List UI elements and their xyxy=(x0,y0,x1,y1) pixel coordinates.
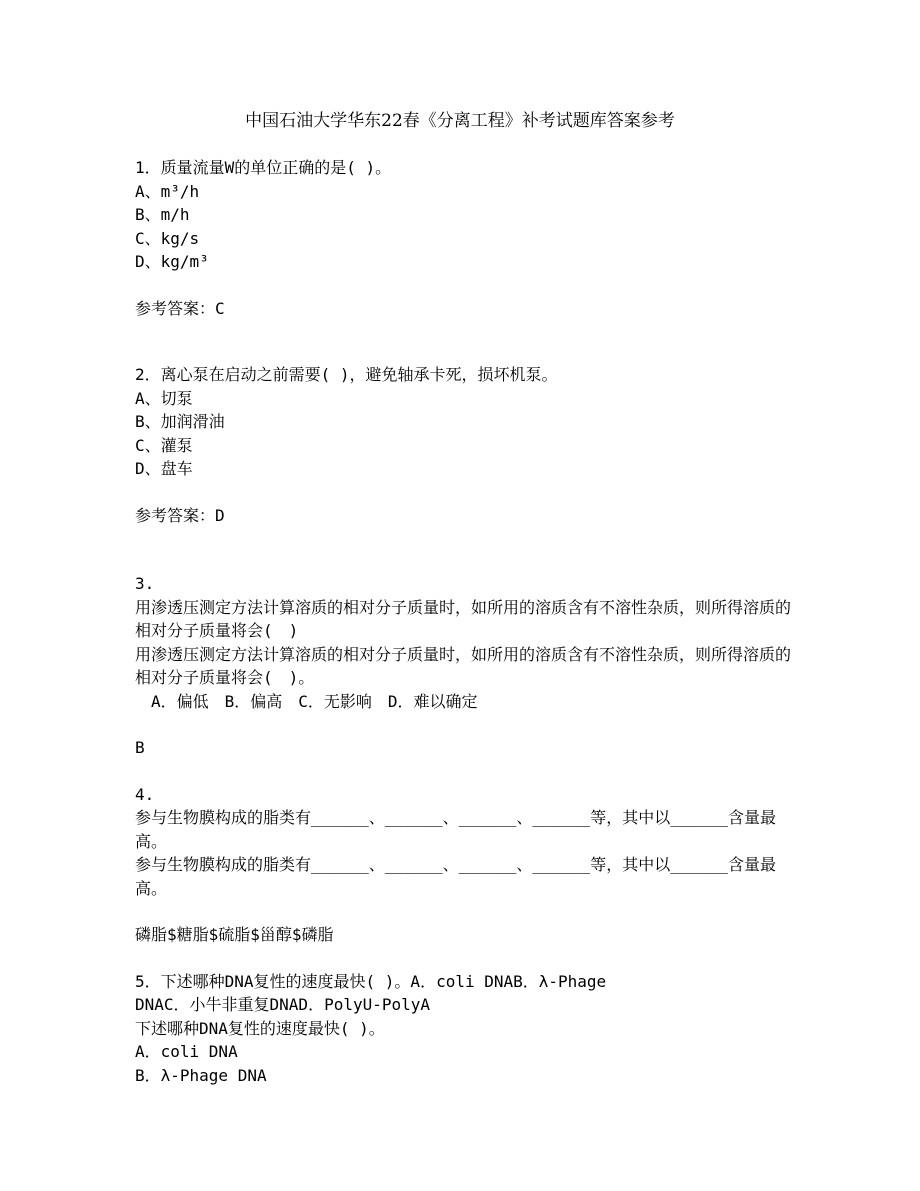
question-1 xyxy=(135,156,795,320)
question-5-option-a: A．coli DNA xyxy=(135,1042,238,1061)
question-2-option-a: A、切泵 xyxy=(135,388,193,408)
document-title: 中国石油大学华东22春《分离工程》补考试题库答案参考 xyxy=(245,111,675,131)
question-3-options: A．偏低 B．偏高 C．无影响 D．难以确定 xyxy=(135,691,478,711)
question-1-option-a: A、m³/h xyxy=(135,181,200,201)
question-2-option-c: C、灌泵 xyxy=(135,435,193,455)
question-5 xyxy=(135,970,795,1088)
question-1-option-b: B、m/h xyxy=(135,205,190,224)
question-4-stem-second: 参与生物膜构成的脂类有______、______、______、______等，其中以______含量最高。 xyxy=(135,855,776,898)
question-4-answer: 磷脂$糖脂$硫脂$甾醇$磷脂 xyxy=(135,925,334,944)
question-5-option-b: B．λ-Phage DNA xyxy=(135,1065,267,1085)
question-list xyxy=(135,156,795,1087)
question-4-number: 4. xyxy=(135,784,155,804)
question-3-stem-second: 用渗透压测定方法计算溶质的相对分子质量时，如所用的溶质含有不溶性杂质，则所得溶质的相对分子质量将会( )。 xyxy=(135,644,792,687)
question-1-stem: 1．质量流量W的单位正确的是( )。 xyxy=(135,158,392,177)
question-4-stem-first: 参与生物膜构成的脂类有______、______、______、______等，其中以______含量最高。 xyxy=(135,808,776,851)
question-3-number: 3. xyxy=(135,574,155,593)
question-2-stem: 2．离心泵在启动之前需要( )，避免轴承卡死，损坏机泵。 xyxy=(135,365,558,384)
question-1-option-c: C、kg/s xyxy=(135,228,200,248)
question-1-answer: 参考答案：C xyxy=(135,298,225,318)
question-3-answer: B xyxy=(135,738,145,757)
question-5-stem-line-3: 下述哪种DNA复性的速度最快( )。 xyxy=(135,1018,385,1038)
question-2-option-d: D、盘车 xyxy=(135,459,193,478)
question-2-answer: 参考答案：D xyxy=(135,505,225,525)
question-5-stem-line-2: DNAC．小牛非重复DNAD．PolyU-PolyA xyxy=(135,995,431,1014)
question-3-stem-first: 用渗透压测定方法计算溶质的相对分子质量时，如所用的溶质含有不溶性杂质，则所得溶质的相对分子质量将会( ) xyxy=(135,597,792,640)
question-1-option-d: D、kg/m³ xyxy=(135,252,209,271)
question-3 xyxy=(135,572,795,760)
question-2 xyxy=(135,363,795,527)
question-4 xyxy=(135,783,795,947)
question-5-stem-line-1: 5．下述哪种DNA复性的速度最快( )。A．coli DNAB．λ-Phage xyxy=(135,971,607,991)
question-2-option-b: B、加润滑油 xyxy=(135,412,225,431)
